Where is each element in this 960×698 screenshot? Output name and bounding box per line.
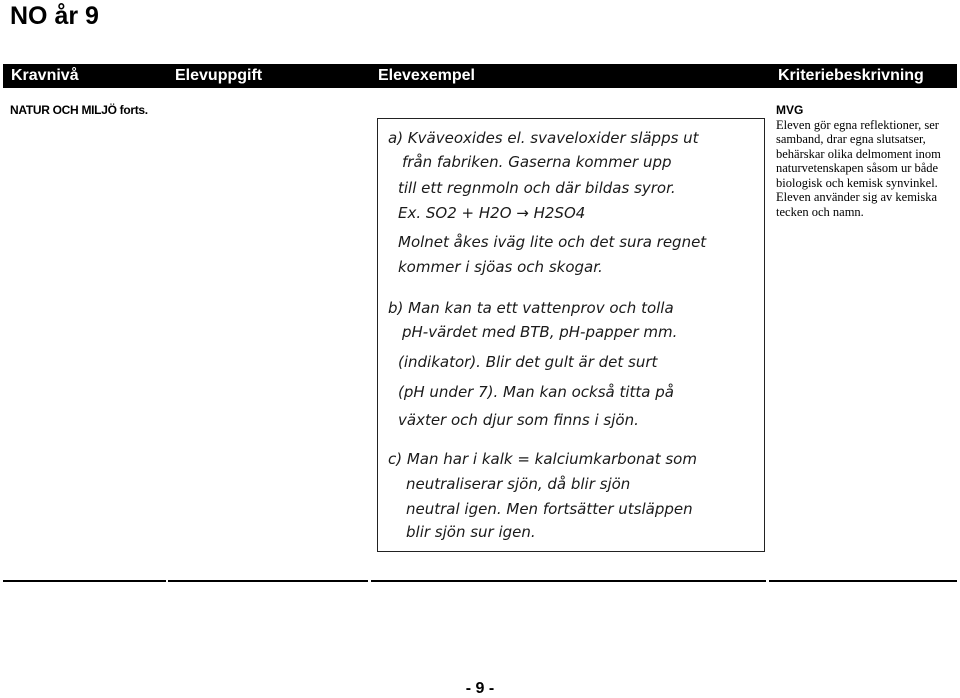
- header-kriteriebeskrivning: Kriteriebeskrivning: [778, 67, 924, 84]
- criteria-level: MVG: [776, 103, 804, 117]
- page-number: - 9 -: [465, 680, 495, 697]
- handwriting-line: (pH under 7). Man kan också titta på: [398, 383, 674, 401]
- kravniva-label: NATUR OCH MILJÖ forts.: [10, 103, 148, 117]
- handwriting-line: växter och djur som finns i sjön.: [398, 411, 639, 429]
- header-elevuppgift: Elevuppgift: [175, 67, 263, 84]
- handwriting-line: (indikator). Blir det gult är det surt: [398, 353, 658, 371]
- criteria-block: [776, 103, 956, 219]
- divider-line: [371, 580, 766, 582]
- page-title: NO år 9: [10, 2, 99, 30]
- handwriting-line: kommer i sjöas och skogar.: [398, 258, 603, 276]
- header-elevexempel: Elevexempel: [378, 67, 475, 84]
- handwriting-line: blir sjön sur igen.: [406, 523, 536, 541]
- handwriting-line: b) Man kan ta ett vattenprov och tolla: [388, 299, 674, 317]
- handwriting-line: till ett regnmoln och där bildas syror.: [398, 179, 676, 197]
- header-kravniva: Kravnivå: [11, 67, 79, 84]
- handwriting-line: c) Man har i kalk = kalciumkarbonat som: [388, 450, 697, 468]
- divider-line: [769, 580, 957, 582]
- handwriting-line: neutral igen. Men fortsätter utsläppen: [406, 500, 693, 518]
- divider-line: [168, 580, 368, 582]
- handwriting-line: Molnet åkes iväg lite och det sura regnet: [398, 233, 707, 251]
- handwriting-line: Ex. SO2 + H2O → H2SO4: [398, 204, 586, 222]
- handwriting-line: pH-värdet med BTB, pH-papper mm.: [402, 323, 678, 341]
- handwriting-line: från fabriken. Gaserna kommer upp: [402, 153, 672, 171]
- handwriting-svg: [378, 119, 764, 551]
- handwriting-line: neutraliserar sjön, då blir sjön: [406, 475, 631, 493]
- handwriting-line: a) Kväveoxides el. svaveloxider släpps ut: [388, 129, 699, 147]
- table-header: [3, 64, 957, 88]
- divider-line: [3, 580, 166, 582]
- criteria-text: Eleven gör egna reflektioner, ser samband, drar egna slutsatser, behärskar olika delmoment inom naturvetenskapen såsom ur både biologisk och kemisk synvinkel. Eleven använder sig av kemiska tecken och namn.: [776, 117, 941, 219]
- student-example-scan: [377, 118, 765, 552]
